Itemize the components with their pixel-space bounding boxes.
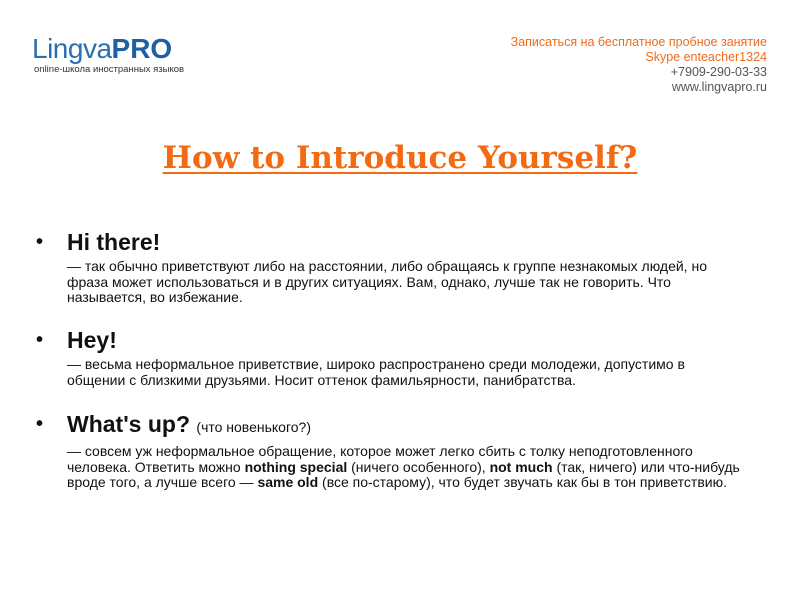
phrase-text: Hi there! xyxy=(67,229,161,255)
description-part-4: (все по-старому), что будет звучать как бы в тон приветствию. xyxy=(322,474,727,490)
phrase-heading xyxy=(36,326,756,354)
answer-not-much: not much xyxy=(489,458,553,475)
phrase-item-whats-up xyxy=(36,410,756,491)
bullet-icon: • xyxy=(36,231,44,253)
phrase-translation: (что новенького?) xyxy=(196,419,312,435)
answer-same-old: same old xyxy=(257,474,319,490)
phone-number: +7909-290-03-33 xyxy=(670,65,767,79)
bullet-icon: • xyxy=(36,329,44,351)
logo-brand-part1: Lingva xyxy=(32,33,112,64)
logo-wordmark xyxy=(32,34,184,64)
phrase-text: What's up? xyxy=(67,411,191,437)
description-part-2: (ничего особенного), xyxy=(351,458,486,475)
phrase-heading xyxy=(36,410,756,441)
lingvapro-logo xyxy=(32,34,184,75)
logo-brand-part2: PRO xyxy=(111,33,173,64)
contact-block xyxy=(511,35,767,95)
skype-contact: Skype enteacher1324 xyxy=(645,50,767,64)
description-part-1: — совсем уж неформальное обращение, которое может легко сбить с толку неподготовленного человека. Ответить можно xyxy=(67,443,693,475)
phrase-item-hi-there xyxy=(36,228,756,306)
website-link[interactable]: www.lingvapro.ru xyxy=(671,80,767,94)
phrase-description: — весьма неформальное приветствие, широко распространено среди молодежи, допустимо в общении с близкими друзьями. Носит оттенок фамильярности, панибратства. xyxy=(67,356,685,388)
signup-link[interactable]: Записаться на бесплатное пробное занятие xyxy=(510,35,767,49)
phrase-heading xyxy=(36,228,756,256)
phrase-text: Hey! xyxy=(67,327,117,353)
page-title: How to Introduce Yourself? xyxy=(162,140,638,176)
description-part-3: (так, ничего) или что-нибудь вроде того, а лучше всего — xyxy=(67,458,740,490)
phrase-item-hey xyxy=(36,326,756,388)
phrase-description xyxy=(67,444,747,491)
phrase-description: — так обычно приветствуют либо на расстоянии, либо обращаясь к группе незнакомых людей, но фраза может использоваться и в других ситуациях. Вам, однако, лучше так не говорить. Что называется, во избежание. xyxy=(67,258,707,305)
answer-nothing-special: nothing special xyxy=(244,458,348,475)
logo-tagline: online-школа иностранных языков xyxy=(34,64,185,75)
bullet-icon: • xyxy=(36,413,44,435)
